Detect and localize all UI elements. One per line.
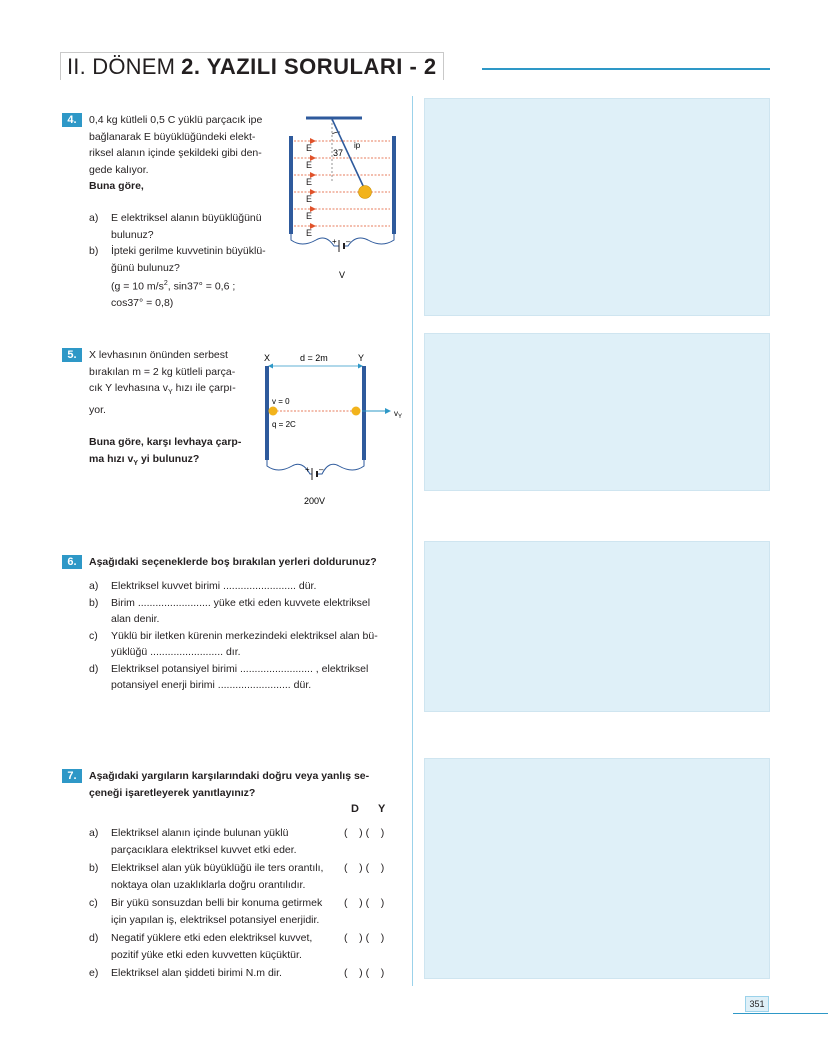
question-5-text [89, 347, 250, 472]
q5-line-3 [89, 380, 250, 402]
q6-item-line: yüklüğü ......................... dır. [111, 646, 241, 658]
plate-y-label: Y [358, 353, 365, 363]
page-number: 351 [745, 996, 769, 1012]
footer-rule [733, 1013, 828, 1014]
q4-given-1 [111, 276, 279, 295]
q4-item-label: a) [89, 212, 99, 224]
field-label-e: E [306, 211, 313, 221]
particle-end [352, 407, 361, 416]
question-6-title: Aşağıdaki seçeneklerde boş bırakılan yerleri doldurunuz? [89, 556, 377, 568]
charged-ball [359, 186, 372, 199]
q5-line: X levhasının önünden serbest [89, 349, 228, 361]
field-label-e: E [306, 194, 313, 204]
field-label-e: E [306, 228, 313, 238]
field-label-e: E [306, 160, 313, 170]
battery-plus: + [332, 237, 337, 246]
voltage-label: 200V [304, 496, 326, 506]
q7-answer-options[interactable]: ( ) ( ) [344, 897, 385, 909]
q5-prompt-2 [89, 451, 250, 473]
column-y-header: Y [378, 803, 386, 815]
question-number-7: 7. [62, 769, 82, 783]
question-number-6: 6. [62, 555, 82, 569]
initial-velocity-label: v = 0 [272, 397, 290, 406]
column-d-header: D [351, 803, 359, 815]
velocity-arrowhead [385, 408, 391, 414]
field-label-e: E [306, 177, 313, 187]
q4-pendulum-figure [282, 112, 404, 282]
q5-prompt2-post: yi bulunuz? [138, 452, 200, 465]
q6-item-label: b) [89, 596, 99, 609]
column-divider [412, 96, 413, 986]
q7-item-label: d) [89, 932, 99, 944]
q7-item-line: Elektriksel alan şiddeti birimi N.m dir. [111, 967, 282, 979]
q7-item-line: Negatif yüklere etki eden elektriksel kuvvet, [111, 932, 313, 944]
q6-item-line: Elektriksel potansiyel birimi ......................... , elektriksel [111, 662, 369, 675]
q6-item-line: Elektriksel kuvvet birimi ......................... dür. [111, 580, 317, 592]
distance-label: d = 2m [300, 353, 328, 363]
question-number-4: 4. [62, 113, 82, 127]
answer-box-q7[interactable] [424, 758, 770, 979]
battery-minus: – [346, 237, 351, 246]
q7-title-line: çeneği işaretleyerek yanıtlayınız? [89, 786, 256, 799]
q7-item-line: Elektriksel alan yük büyüklüğü ile ters orantılı, [111, 862, 324, 874]
question-7-items [89, 825, 399, 983]
q7-item-label: b) [89, 862, 99, 874]
q7-item-c [89, 895, 399, 930]
q4-item-line: İpteki gerilme kuvvetinin büyüklü- [111, 245, 266, 257]
q5-plates-figure [258, 350, 408, 512]
question-7-title [89, 768, 397, 801]
rope-label: ip [354, 141, 361, 150]
q6-item-label: c) [89, 629, 98, 642]
right-plate [392, 136, 396, 234]
angle-label: 37 [333, 148, 344, 158]
plate-x [265, 366, 269, 460]
header-prefix: II. DÖNEM [67, 53, 176, 79]
q4-line: riksel alanın içinde şekildeki gibi den- [89, 147, 262, 159]
q7-item-label: a) [89, 827, 99, 839]
q6-item-c [89, 628, 397, 661]
q5-line3-post: hızı ile çarpı- [172, 382, 236, 394]
q7-item-b [89, 860, 399, 895]
answer-box-q5[interactable] [424, 333, 770, 491]
q7-answer-options[interactable]: ( ) ( ) [344, 827, 385, 839]
q7-item-d [89, 930, 399, 965]
q5-prompt-1: Buna göre, karşı levhaya çarp- [89, 436, 242, 449]
q7-item-line: Elektriksel alanın içinde bulunan yüklü [111, 827, 289, 839]
velocity-sub: Y [398, 414, 403, 420]
q5-line: bırakılan m = 2 kg kütleli parça- [89, 365, 236, 378]
q4-item-b [89, 243, 279, 312]
q6-item-label: d) [89, 662, 99, 675]
q7-item-a [89, 825, 399, 860]
q6-item-line: Yüklü bir iletken kürenin merkezindeki elektriksel alan bü- [111, 629, 378, 642]
q5-line3-sub: Y [168, 389, 173, 397]
q4-item-line: ğünü bulunuz? [111, 261, 180, 274]
q4-item-label: b) [89, 245, 99, 257]
q6-item-d [89, 661, 397, 694]
q5-prompt2-pre: ma hızı v [89, 452, 134, 465]
page-header [60, 52, 444, 80]
question-4-text [89, 112, 279, 195]
battery-plus: + [305, 465, 310, 474]
q4-prompt: Buna göre, [89, 180, 144, 192]
q4-line: gede kalıyor. [89, 163, 149, 176]
right-wire [344, 234, 394, 246]
header-main-title: 2. YAZILI SORULARI - 2 [181, 53, 437, 79]
right-wire [318, 460, 364, 474]
question-4-items [89, 210, 279, 312]
plate-y [362, 366, 366, 460]
q7-item-line: pozitif yüke etki eden kuvvetten küçüktür. [111, 948, 302, 961]
q4-item-line: bulunuz? [111, 228, 154, 241]
q7-item-line: için yapılan iş, elektriksel potansiyel enerjidir. [111, 913, 320, 926]
q4-item-a [89, 210, 279, 243]
q7-item-line: Bir yükü sonsuzdan belli bir konuma getirmek [111, 897, 323, 909]
answer-box-q6[interactable] [424, 541, 770, 712]
q6-item-b [89, 595, 397, 628]
velocity-v: v [394, 409, 398, 418]
battery-minus: – [319, 465, 324, 474]
q7-answer-options[interactable]: ( ) ( ) [344, 967, 385, 979]
q5-line: yor. [89, 403, 106, 416]
q4-item-line: E elektriksel alanın büyüklüğünü [111, 212, 262, 224]
q7-item-e [89, 965, 399, 983]
q7-title-line: Aşağıdaki yargıların karşılarındaki doğru veya yanlış se- [89, 770, 370, 782]
header-title [60, 52, 444, 80]
q6-item-label: a) [89, 580, 99, 592]
q7-answer-options[interactable]: ( ) ( ) [344, 932, 385, 944]
q4-given-2: cos37° = 0,8) [111, 297, 174, 309]
q4-line: bağlanarak E büyüklüğündeki elekt- [89, 130, 256, 143]
voltage-label: V [339, 270, 346, 280]
q7-item-label: c) [89, 897, 98, 909]
velocity-label [394, 409, 402, 420]
q7-item-line: noktaya olan uzaklıklarla doğru orantılıdır. [111, 878, 306, 891]
q7-answer-options[interactable]: ( ) ( ) [344, 862, 385, 874]
charge-label: q = 2C [272, 420, 296, 429]
q4-line: 0,4 kg kütleli 0,5 C yüklü parçacık ipe [89, 114, 263, 126]
q7-item-line: parçacıklara elektriksel kuvvet etki eder. [111, 843, 297, 856]
left-plate [289, 136, 293, 234]
question-6-items [89, 578, 397, 694]
q7-item-label: e) [89, 967, 99, 979]
field-label-e: E [306, 143, 313, 153]
q5-prompt2-sub: Y [133, 459, 139, 467]
particle-start [269, 407, 278, 416]
q4-given-post: , sin37° = 0,6 ; [167, 280, 236, 293]
q6-item-line: potansiyel enerji birimi ......................... dür. [111, 679, 312, 691]
plate-x-label: X [264, 353, 271, 363]
q5-line3-pre: cık Y levhasına v [89, 382, 168, 394]
q6-item-a [89, 578, 397, 595]
header-rule [482, 68, 770, 70]
q4-given-pre: (g = 10 m/s [111, 280, 164, 293]
q6-item-line: Birim ......................... yüke etki eden kuvvete elektriksel [111, 596, 371, 609]
question-number-5: 5. [62, 348, 82, 362]
answer-box-q4[interactable] [424, 98, 770, 316]
q4-given-sup: 2 [163, 280, 168, 287]
q6-item-line: alan denir. [111, 613, 160, 625]
